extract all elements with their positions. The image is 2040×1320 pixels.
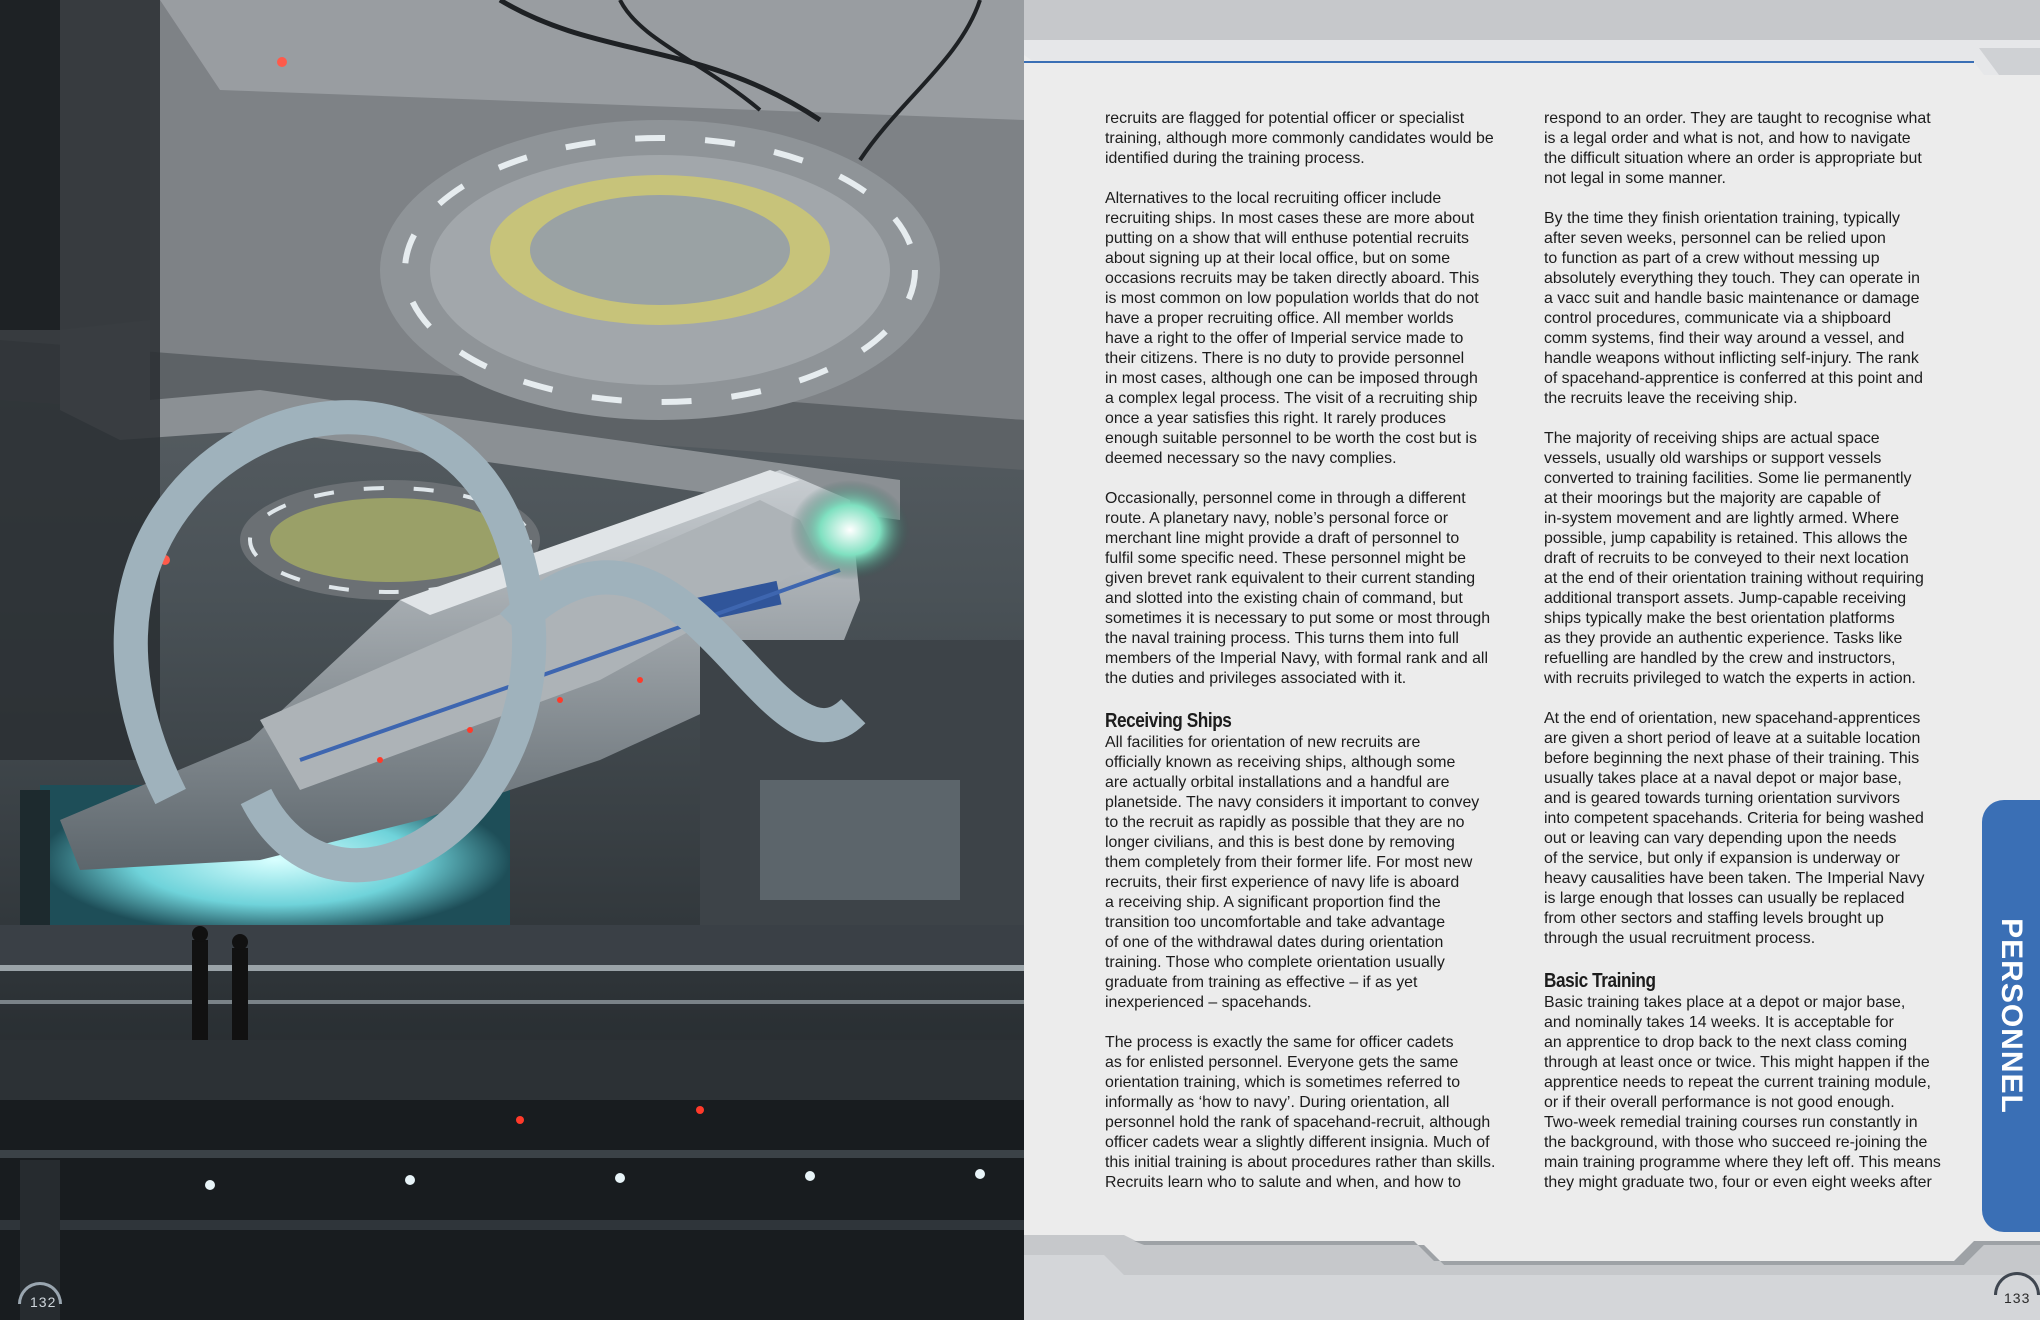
paragraph: The majority of receiving ships are actual space vessels, usually old warships or support vessels converted to training facilities. Some lie permanently at their moorings but the majority are capable of in-system movement and are lightly armed. Where possible, jump capability is retained. This allows the draft of recruits to be conveyed to their next location at the end of their orientation training without requiring additional transport assets. Jump-capable receiving ships typically make the best orientation platforms as they provide an authentic experience. Tasks like refuelling are handled by the crew and instructors, with recruits privileged to watch the experts in action.	[1544, 430, 1924, 687]
paragraph: Alternatives to the local recruiting officer include recruiting ships. In most cases these are more about putting on a show that will enthuse potential recruits about signing up at their local office, but on some occasions recruits may be taken directly aboard. This is most common on low population worlds that do not have a proper recruiting office. All member worlds have a right to the offer of Imperial service made to their citizens. There is no duty to provide personnel in most cases, although one can be imposed through a complex legal process. The visit of a recruiting ship once a year satisfies this right. It rarely produces enough suitable personnel to be worth the cost but is deemed necessary so the navy complies.	[1105, 190, 1480, 467]
paragraph: Occasionally, personnel come in through a different route. A planetary navy, noble’s personal force or merchant line might provide a draft of personnel to fulfil some specific need. These personnel might be given brevet rank equivalent to their current standing and slotted into the existing chain of command, but sometimes it is necessary to put some or most through the naval training process. This turns them into full members of the Imperial Navy, with formal rank and all the duties and privileges associated with it.	[1105, 490, 1491, 687]
section-heading-receiving-ships: Receiving Ships	[1105, 710, 1232, 732]
text-column-1	[1105, 109, 1517, 1213]
text-column-2	[1544, 109, 1956, 1213]
section-tab-label: PERSONNEL	[1995, 918, 2029, 1114]
paragraph: The process is exactly the same for officer cadets as for enlisted personnel. Everyone gets the same orientation training, which is sometimes referred to informally as ‘how to navy’. During orientation, all personnel hold the rank of spacehand-recruit, although officer cadets wear a slightly different insignia. Much of this initial training is about procedures rather than skills. Recruits learn who to salute and when, and how to	[1105, 1034, 1496, 1191]
page-footer-band	[1024, 1235, 2040, 1320]
section-heading-basic-training: Basic Training	[1544, 970, 1656, 992]
paragraph: Basic training takes place at a depot or major base, and nominally takes 14 weeks. It is acceptable for an apprentice to drop back to the next class coming through at least once or twice. This might happen if the apprentice needs to repeat the current training module, or if their overall performance is not good enough. Two-week remedial training courses run constantly in the background, with those who succeed re-joining the main training programme where they left off. This means they might graduate two, four or even eight weeks after	[1544, 994, 1941, 1191]
paragraph: By the time they finish orientation training, typically after seven weeks, personnel can be relied upon to function as part of a crew without messing up absolutely everything they touch. They can operate in a vacc suit and handle basic maintenance or damage control procedures, communicate via a shipboard comm systems, find their way around a vessel, and handle weapons without inflicting self-injury. The rank of spacehand-apprentice is conferred at this point and the recruits leave the receiving ship.	[1544, 210, 1923, 407]
page-number-right: 133	[1984, 1272, 2040, 1312]
page-number-left: 132	[14, 1282, 74, 1310]
paragraph: respond to an order. They are taught to recognise what is a legal order and what is not, and how to navigate the difficult situation where an order is appropriate but not legal in some manner.	[1544, 110, 1931, 187]
page-header-band	[1024, 0, 2040, 75]
paragraph: At the end of orientation, new spacehand-apprentices are given a short period of leave at a suitable location before beginning the next phase of their training. This usually takes place at a naval depot or major base, and is geared towards turning orientation survivors into competent spacehands. Criteria for being washed out or leaving can vary depending upon the needs of the service, but only if expansion is underway or heavy causalities have been taken. The Imperial Navy is large enough that losses can usually be replaced from other sectors and staffing levels brought up through the usual recruitment process.	[1544, 710, 1925, 947]
paragraph: recruits are flagged for potential officer or specialist training, although more commonly candidates would be identified during the training process.	[1105, 110, 1494, 167]
right-page	[1024, 0, 2040, 1320]
paragraph: All facilities for orientation of new recruits are officially known as receiving ships, although some are actually orbital installations and a handful are planetside. The navy considers it important to convey to the recruit as rapidly as possible that they are no longer civilians, and this is best done by removing them completely from their former life. For most new recruits, their first experience of navy life is aboard a receiving ship. A significant proportion find the transition too uncomfortable and take advantage of one of the withdrawal dates during orientation training. Those who complete orientation usually graduate from training as effective – if as yet inexperienced – spacehands.	[1105, 734, 1480, 1011]
